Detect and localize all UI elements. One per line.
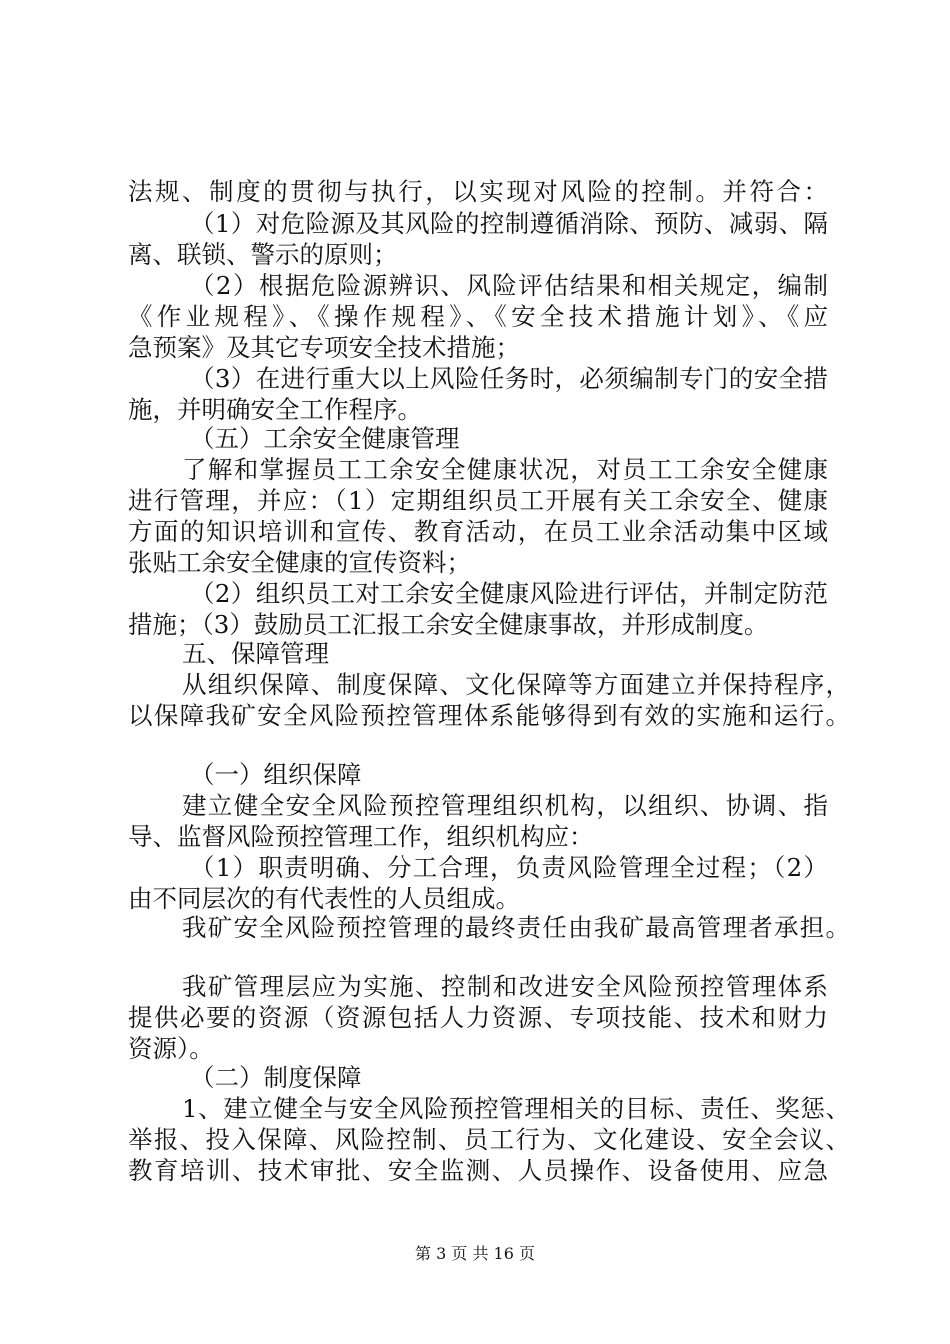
- text-line: 了解和掌握员工工余安全健康状况，对员工工余安全健康: [182, 455, 828, 484]
- text-line: 提供必要的资源（资源包括人力资源、专项技能、技术和财力: [128, 1003, 828, 1032]
- text-line: 进行管理，并应：（1）定期组织员工开展有关工余安全、健康: [128, 486, 828, 515]
- text-line: 导、监督风险预控管理工作，组织机构应：: [128, 822, 594, 851]
- text-line: 方面的知识培训和宣传、教育活动，在员工业余活动集中区域: [128, 517, 828, 546]
- text-line: 建立健全安全风险预控管理组织机构，以组织、协调、指: [182, 791, 828, 820]
- text-line: 我矿安全风险预控管理的最终责任由我矿最高管理者承担。: [182, 913, 850, 942]
- text-line: 举报、投入保障、风险控制、员工行为、文化建设、安全会议、: [128, 1125, 850, 1154]
- page-number: 第 3 页 共 16 页: [415, 1244, 535, 1263]
- section-heading: （二）制度保障: [190, 1063, 362, 1092]
- text-line: （3）在进行重大以上风险任务时，必须编制专门的安全措: [190, 364, 828, 393]
- text-line: （1）对危险源及其风险的控制遵循消除、预防、减弱、隔: [190, 209, 828, 238]
- text-line: 措施；（3）鼓励员工汇报工余安全健康事故，并形成制度。: [128, 610, 769, 639]
- text-line: 由不同层次的有代表性的人员组成。: [128, 884, 520, 913]
- section-heading: 五、保障管理: [182, 639, 329, 668]
- section-heading: （一）组织保障: [190, 760, 362, 789]
- text-line: 离、联锁、警示的原则；: [128, 240, 398, 269]
- text-line: 资源）。: [128, 1034, 214, 1063]
- text-line: 教育培训、技术审批、安全监测、人员操作、设备使用、应急: [128, 1156, 828, 1185]
- text-line: 法规、制度的贯彻与执行，以实现对风险的控制。并符合：: [128, 177, 828, 206]
- text-line: （1）职责明确、分工合理，负责风险管理全过程；（2）: [190, 853, 828, 882]
- text-line: 《作业规程》、《操作规程》、《安全技术措施计划》、《应: [128, 302, 828, 331]
- text-line: 施，并明确安全工作程序。: [128, 395, 422, 424]
- text-line: 从组织保障、制度保障、文化保障等方面建立并保持程序，: [182, 670, 850, 699]
- text-line: 张贴工余安全健康的宣传资料；: [128, 548, 471, 577]
- text-line: （2）根据危险源辨识、风险评估结果和相关规定，编制: [190, 271, 828, 300]
- text-line: （2）组织员工对工余安全健康风险进行评估，并制定防范: [190, 579, 828, 608]
- text-line: 急预案》及其它专项安全技术措施；: [128, 333, 520, 362]
- text-line: 1、建立健全与安全风险预控管理相关的目标、责任、奖惩、: [182, 1094, 850, 1123]
- text-line: 我矿管理层应为实施、控制和改进安全风险预控管理体系: [182, 972, 828, 1001]
- text-line: 以保障我矿安全风险预控管理体系能够得到有效的实施和运行。: [128, 701, 850, 730]
- section-heading: （五）工余安全健康管理: [190, 424, 460, 453]
